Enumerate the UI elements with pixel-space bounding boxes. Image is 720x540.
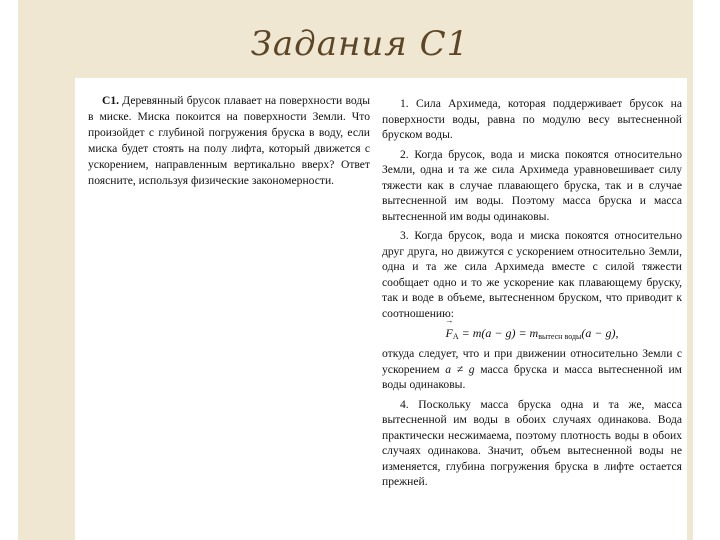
problem-label: С1.: [102, 94, 120, 107]
solution-paragraph-4: [382, 346, 682, 393]
slide-title: Задания С1: [250, 24, 470, 64]
problem-text: Деревянный брусок плавает на поверхности воды в миске. Миска покоится на поверхности Земли. Что произойдет с глубиной погружения бруска в воду, если миска будет стоять на полу лифта, который движется с ускорением, направленным вертикально вверх? Ответ поясните, используя физические закономерности.: [88, 94, 371, 187]
problem-paragraph: [88, 93, 370, 189]
formula-lhs: → F: [445, 325, 452, 341]
formula-mass-sub: вытесн воды: [538, 332, 582, 342]
solution-paragraph-2: 2. Когда брусок, вода и миска покоятся относительно Земли, одна и та же сила Архимеда уравновешивает силу тяжести как в случае плавающего бруска, так и в случае вытесненной им воды. Поэтому масса бруска и масса вытесненной им воды одинаковы.: [382, 147, 682, 223]
archimedes-formula: [382, 325, 682, 343]
solution-paragraph-3: 3. Когда брусок, вода и миска покоятся относительно друг друга, но движутся с ускорением относительно Земли, одна и та же сила Архимеда вместе с силой тяжести сообщает одно и то же ускорение как плавающему бруску, так и воде в объеме, вытесненном бруском, что приводит к соотношению:: [382, 229, 682, 320]
formula-rhs: (a − g),: [581, 326, 619, 341]
formula-middle: = m(a − g) = m: [458, 326, 539, 341]
problem-statement: [88, 93, 370, 193]
formula-lhs-sub: A: [452, 332, 459, 342]
solution-paragraph-5: 4. Поскольку масса бруска одна и та же, масса вытесненной им воды в обоих случаях одинакова. Вода практически несжимаема, поэтому плотность воды в обоих случаях одинакова. Значит, объем вытесненной воды не изменяется, глубина погружения бруска в лифте остается прежней.: [382, 397, 682, 489]
solution: [382, 96, 682, 494]
solution-paragraph-1: 1. Сила Архимеда, которая поддерживает брусок на поверхности воды, равна по модулю весу вытесненной бруском воды.: [382, 97, 682, 142]
p4-condition: a ≠ g: [445, 362, 475, 376]
p4-end: масса бруска и масса вытесненной им воды одинаковы.: [382, 362, 683, 392]
p4-start: откуда следует, что и при движении относительно Земли с ускорением: [382, 347, 682, 376]
